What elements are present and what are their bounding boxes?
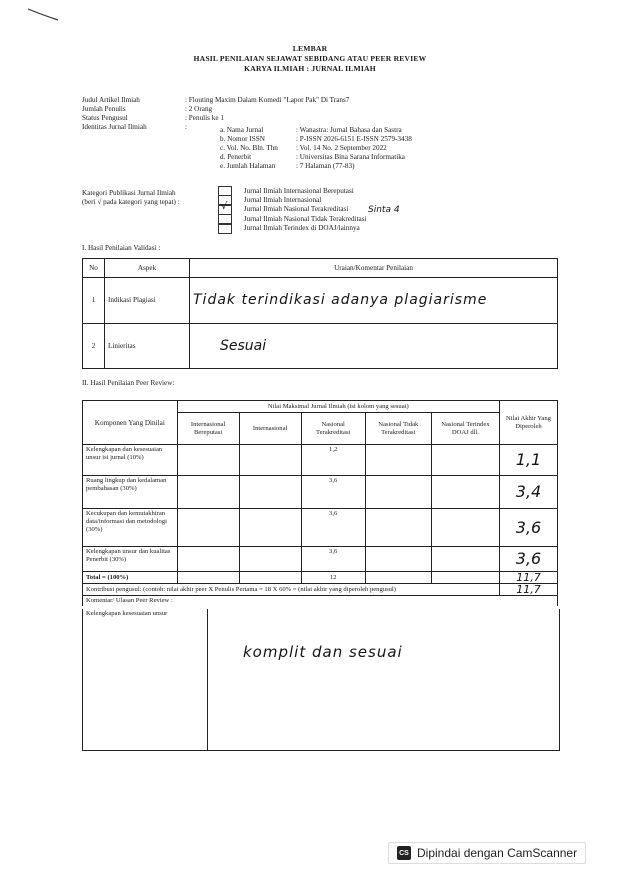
- col-aspek: Aspek: [105, 259, 190, 278]
- camscanner-logo-icon: CS: [397, 846, 411, 860]
- kategori-option: [218, 195, 367, 204]
- col-internasional: Internasional: [239, 413, 301, 445]
- kategori-option-label: Jurnal Ilmiah Internasional: [243, 196, 322, 205]
- cell-empty: [177, 476, 239, 509]
- table-row: [83, 445, 558, 476]
- cell-empty: [431, 509, 499, 547]
- cell-empty: [365, 445, 431, 476]
- max-cell: 3,6: [301, 509, 365, 547]
- akhir-cell: 3,6: [499, 547, 557, 572]
- cell-empty: [239, 476, 301, 509]
- cell-empty: [239, 572, 301, 584]
- col-nasional-terindex: Nasional Terindex DOAJ dll.: [431, 413, 499, 445]
- cell-empty: [239, 509, 301, 547]
- kontribusi-label: Kontribusi pengusul: (contoh: nilai akhir peer X Penulis Pertama = 18 X 60% = (nilai akhir yang diperoleh pengusul): [83, 584, 500, 596]
- kontribusi-row: [83, 584, 558, 596]
- jumlah-halaman-value: : 7 Halaman (77-83): [296, 162, 355, 170]
- cell-empty: [239, 547, 301, 572]
- total-akhir: 11,7: [499, 572, 557, 584]
- vol-no-label: c. Vol. No. Bln. Thn: [220, 144, 278, 152]
- kontribusi-value: 11,7: [499, 584, 557, 596]
- status-pengusul-label: Status Pengusul: [82, 114, 128, 122]
- kategori-option-label: Jurnal Ilmiah Terindex di DOAJ/lainnya: [243, 224, 360, 233]
- max-cell: 1,2: [301, 445, 365, 476]
- total-max: 12: [301, 572, 365, 584]
- identitas-label: Identitas Jurnal Ilmiah: [82, 123, 147, 131]
- pen-stroke-mark: [26, 6, 60, 22]
- kategori-option-label: Jurnal Ilmiah Nasional Tidak Terakreditasi: [243, 214, 367, 223]
- identitas-field-labels: [220, 126, 278, 171]
- validasi-header-row: [83, 259, 558, 278]
- header-title-lembar: LEMBAR: [292, 44, 328, 53]
- jumlah-penulis-label: Jumlah Penulis: [82, 105, 126, 113]
- peer-header-row: [83, 401, 558, 413]
- cell-empty: [177, 547, 239, 572]
- check-mark: √: [221, 200, 228, 212]
- peer-table: [82, 400, 558, 606]
- kategori-label: Kategori Publikasi Jurnal Ilmiah: [82, 189, 176, 197]
- camscanner-text: Dipindai dengan CamScanner: [417, 846, 578, 860]
- akhir-cell: 3,4: [499, 476, 557, 509]
- validasi-title: I. Hasil Penilaian Validasi :: [82, 244, 161, 252]
- nomor-issn-value: : P-ISSN 2026-6151 E-ISSN 2579-3438: [296, 135, 412, 143]
- cell-empty: [365, 476, 431, 509]
- kategori-option: [218, 224, 367, 233]
- cell-empty: [431, 445, 499, 476]
- nilai-akhir-header: Nilai Akhir Yang Diperoleh: [499, 401, 557, 445]
- col-no: No: [83, 259, 105, 278]
- row-aspek: Indikasi Plagiasi: [105, 278, 190, 324]
- row-no: 1: [83, 278, 105, 324]
- komponen-cell: Kelengkapan unsur dan kualitas Penerbit (30%): [83, 547, 178, 572]
- komponen-cell: Kecukupan dan kemutakhiran data/informasi dan metodologi (30%): [83, 509, 178, 547]
- jumlah-penulis-value: : 2 Orang: [185, 105, 213, 113]
- col-nasional-tidak-terakreditasi: Nasional Tidak Terakreditasi: [365, 413, 431, 445]
- komentar-handwritten: komplit dan sesuai: [243, 643, 403, 661]
- komponen-cell: Ruang lingkup dan kedalaman pembahasan (30%): [83, 476, 178, 509]
- col-komentar: Uraian/Komentar Penilaian: [190, 259, 558, 278]
- kategori-option: [218, 186, 367, 195]
- komentar-box: [82, 609, 560, 751]
- max-cell: 3,6: [301, 547, 365, 572]
- table-row: [83, 324, 558, 369]
- kategori-option-label: Jurnal Ilmiah Internasional Bereputasi: [243, 186, 354, 195]
- penerbit-label: d. Penerbit: [220, 153, 252, 161]
- row-komentar: Tidak terindikasi adanya plagiarisme: [190, 278, 558, 324]
- cell-empty: [365, 547, 431, 572]
- cell-empty: [177, 445, 239, 476]
- row-komentar: Sesuai: [190, 324, 558, 369]
- penerbit-value: : Universitas Bina Sarana Informatika: [296, 153, 405, 161]
- table-row: [83, 547, 558, 572]
- akhir-cell: 1,1: [499, 445, 557, 476]
- judul-label: Judul Artikel Ilmiah: [82, 96, 140, 104]
- vol-no-value: : Vol. 14 No. 2 September 2022: [296, 144, 387, 152]
- validasi-table: [82, 258, 558, 369]
- kategori-instruction: (beri √ pada kategori yang tepat) :: [82, 198, 180, 206]
- nomor-issn-label: b. Nomor ISSN: [220, 135, 265, 143]
- cell-empty: [177, 509, 239, 547]
- total-row: [83, 572, 558, 584]
- cell-empty: [239, 445, 301, 476]
- peer-title: II. Hasil Penilaian Peer Review:: [82, 379, 175, 387]
- cell-empty: [177, 572, 239, 584]
- komponen-header: Komponen Yang Dinilai: [83, 401, 178, 445]
- row-no: 2: [83, 324, 105, 369]
- status-pengusul-value: : Penulis ke 1: [185, 114, 224, 122]
- col-nasional-terakreditasi: Nasional Terakreditasi: [301, 413, 365, 445]
- komentar-header-row: [83, 596, 558, 607]
- cell-empty: [365, 509, 431, 547]
- nilai-maksimal-header: Nilai Maksimal Jurnal Ilmiah (isi kolom yang sesuai): [177, 401, 499, 413]
- nama-jurnal-label: a. Nama Jurnal: [220, 126, 264, 134]
- identitas-field-values: [296, 126, 412, 171]
- cell-empty: [431, 476, 499, 509]
- total-label: Total = (100%): [83, 572, 178, 584]
- judul-value: : Flouting Maxim Dalam Komedi "Lapor Pak" Di Trans7: [185, 96, 350, 104]
- identitas-colon: :: [185, 123, 187, 131]
- komentar-divider: [207, 609, 208, 750]
- table-row: [83, 509, 558, 547]
- komentar-label: Komentar/ Ulasan Peer Review :: [83, 596, 558, 607]
- kategori-options: [218, 186, 367, 233]
- checkbox[interactable]: [218, 224, 232, 234]
- kategori-option: [218, 214, 367, 223]
- cell-empty: [431, 572, 499, 584]
- cell-empty: [431, 547, 499, 572]
- header-title-karya: KARYA ILMIAH : JURNAL ILMIAH: [244, 64, 376, 73]
- kategori-option-label: Jurnal Ilmiah Nasional Terakreditasi: [243, 205, 349, 214]
- jumlah-halaman-label: e. Jumlah Halaman: [220, 162, 276, 170]
- row-aspek: Linieritas: [105, 324, 190, 369]
- table-row: [83, 278, 558, 324]
- header-title-hasil: HASIL PENILAIAN SEJAWAT SEBIDANG ATAU PEER REVIEW: [193, 54, 427, 63]
- cell-empty: [365, 572, 431, 584]
- table-row: [83, 476, 558, 509]
- camscanner-watermark: [388, 842, 586, 864]
- komentar-sub-label: Kelengkapan kesesuaian unsur: [86, 610, 168, 617]
- komponen-cell: Kelengkapan dan kesesuaian unsur isi jurnal (10%): [83, 445, 178, 476]
- handwritten-sinta: Sinta 4: [368, 205, 400, 215]
- akhir-cell: 3,6: [499, 509, 557, 547]
- col-internasional-bereputasi: Internasional Bereputasi: [177, 413, 239, 445]
- nama-jurnal-value: : Wanastra: Jurnal Bahasa dan Sastra: [296, 126, 402, 134]
- max-cell: 3,6: [301, 476, 365, 509]
